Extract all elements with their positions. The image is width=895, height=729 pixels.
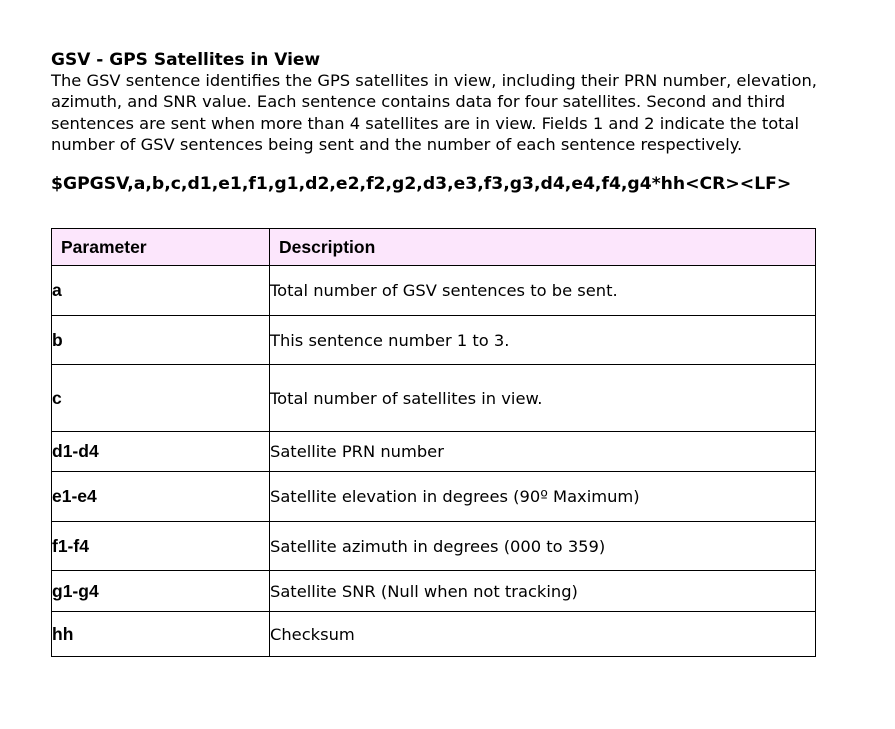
section-title: GSV - GPS Satellites in View (51, 50, 321, 70)
desc-cell: Checksum (270, 612, 816, 657)
header-description: Description (270, 229, 816, 266)
table-row (52, 522, 816, 571)
table-row (52, 365, 816, 432)
desc-cell: Total number of GSV sentences to be sent. (270, 266, 816, 316)
param-cell: b (52, 316, 270, 365)
sentence-format: $GPGSV,a,b,c,d1,e1,f1,g1,d2,e2,f2,g2,d3,e3,f3,g3,d4,e4,f4,g4*hh<CR><LF> (51, 173, 792, 194)
table-row (52, 432, 816, 472)
table-row (52, 472, 816, 522)
section-intro: The GSV sentence identifies the GPS satellites in view, including their PRN number, elevation, azimuth, and SNR value. Each sentence contains data for four satellites. Second and third sentences are sent when more than 4 satellites are in view. Fields 1 and 2 indicate the total number of GSV sentences being sent and the number of each sentence respectively. (51, 71, 817, 155)
table-row (52, 612, 816, 657)
desc-cell: Satellite SNR (Null when not tracking) (270, 571, 816, 612)
header-parameter: Parameter (52, 229, 270, 266)
param-cell: g1-g4 (52, 571, 270, 612)
param-cell: e1-e4 (52, 472, 270, 522)
param-cell: c (52, 365, 270, 432)
param-cell: d1-d4 (52, 432, 270, 472)
table-row (52, 316, 816, 365)
param-cell: f1-f4 (52, 522, 270, 571)
table-row (52, 571, 816, 612)
document-section (51, 50, 851, 195)
desc-cell: Total number of satellites in view. (270, 365, 816, 432)
param-cell: hh (52, 612, 270, 657)
table-header-row (52, 229, 816, 266)
table-row (52, 266, 816, 316)
desc-cell: Satellite elevation in degrees (90º Maximum) (270, 472, 816, 522)
desc-cell: Satellite PRN number (270, 432, 816, 472)
desc-cell: This sentence number 1 to 3. (270, 316, 816, 365)
param-cell: a (52, 266, 270, 316)
desc-cell: Satellite azimuth in degrees (000 to 359) (270, 522, 816, 571)
parameter-table (51, 228, 816, 657)
